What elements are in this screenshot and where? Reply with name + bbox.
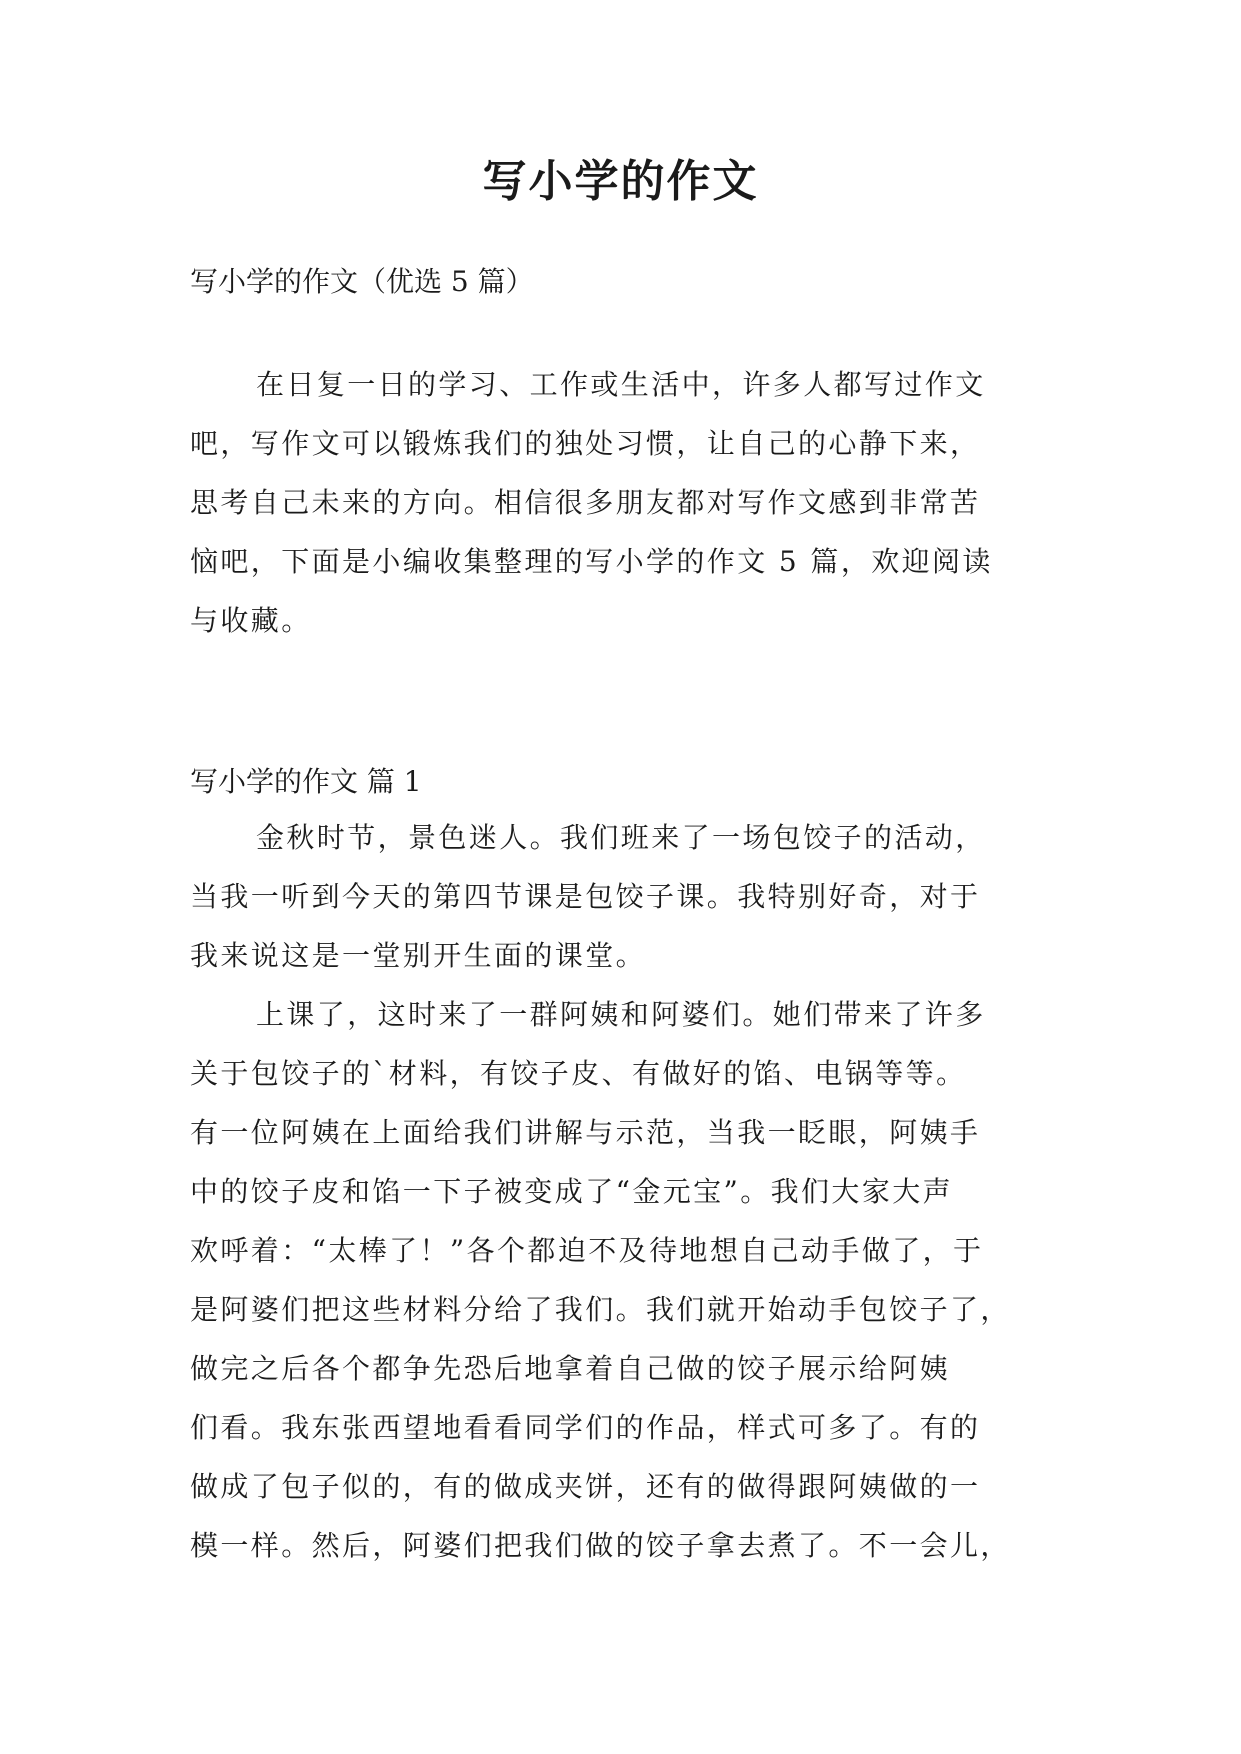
paragraph-line: 做完之后各个都争先恐后地拿着自己做的饺子展示给阿姨	[190, 1352, 951, 1385]
paragraph-line: 吧，写作文可以锻炼我们的独处习惯，让自己的心静下来，	[190, 427, 981, 460]
paragraph-line: 思考自己未来的方向。相信很多朋友都对写作文感到非常苦	[190, 486, 981, 519]
paragraph-line: 恼吧，下面是小编收集整理的写小学的作文 5 篇，欢迎阅读	[190, 545, 993, 578]
paragraph-line: 上课了，这时来了一群阿姨和阿婆们。她们带来了许多	[256, 998, 986, 1031]
section1-paragraph-2	[190, 985, 1050, 1575]
paragraph-line: 欢呼着：“太棒了！”各个都迫不及待地想自己动手做了，于	[190, 1234, 984, 1267]
section-heading: 写小学的作文 篇 1	[190, 765, 422, 798]
intro-paragraph	[190, 355, 1050, 650]
document-title: 写小学的作文	[482, 156, 759, 207]
section1-paragraph-1	[190, 808, 1050, 985]
paragraph-line: 是阿婆们把这些材料分给了我们。我们就开始动手包饺子了，	[190, 1293, 1011, 1326]
paragraph-line: 有一位阿姨在上面给我们讲解与示范，当我一眨眼，阿姨手	[190, 1116, 981, 1149]
paragraph-line: 在日复一日的学习、工作或生活中，许多人都写过作文	[256, 368, 986, 401]
paragraph-line: 们看。我东张西望地看看同学们的作品，样式可多了。有的	[190, 1411, 981, 1444]
paragraph-line: 做成了包子似的，有的做成夹饼，还有的做得跟阿姨做的一	[190, 1470, 981, 1503]
paragraph-line: 关于包饺子的`材料，有饺子皮、有做好的馅、电锅等等。	[190, 1057, 967, 1090]
paragraph-line: 与收藏。	[190, 604, 312, 637]
paragraph-line: 中的饺子皮和馅一下子被变成了“金元宝”。我们大家大声	[190, 1175, 954, 1208]
paragraph-line: 模一样。然后，阿婆们把我们做的饺子拿去煮了。不一会儿，	[190, 1529, 1011, 1562]
document-subtitle: 写小学的作文（优选 5 篇）	[190, 265, 534, 298]
paragraph-line: 我来说这是一堂别开生面的课堂。	[190, 939, 647, 972]
paragraph-line: 金秋时节，景色迷人。我们班来了一场包饺子的活动，	[256, 821, 986, 854]
paragraph-line: 当我一听到今天的第四节课是包饺子课。我特别好奇，对于	[190, 880, 981, 913]
